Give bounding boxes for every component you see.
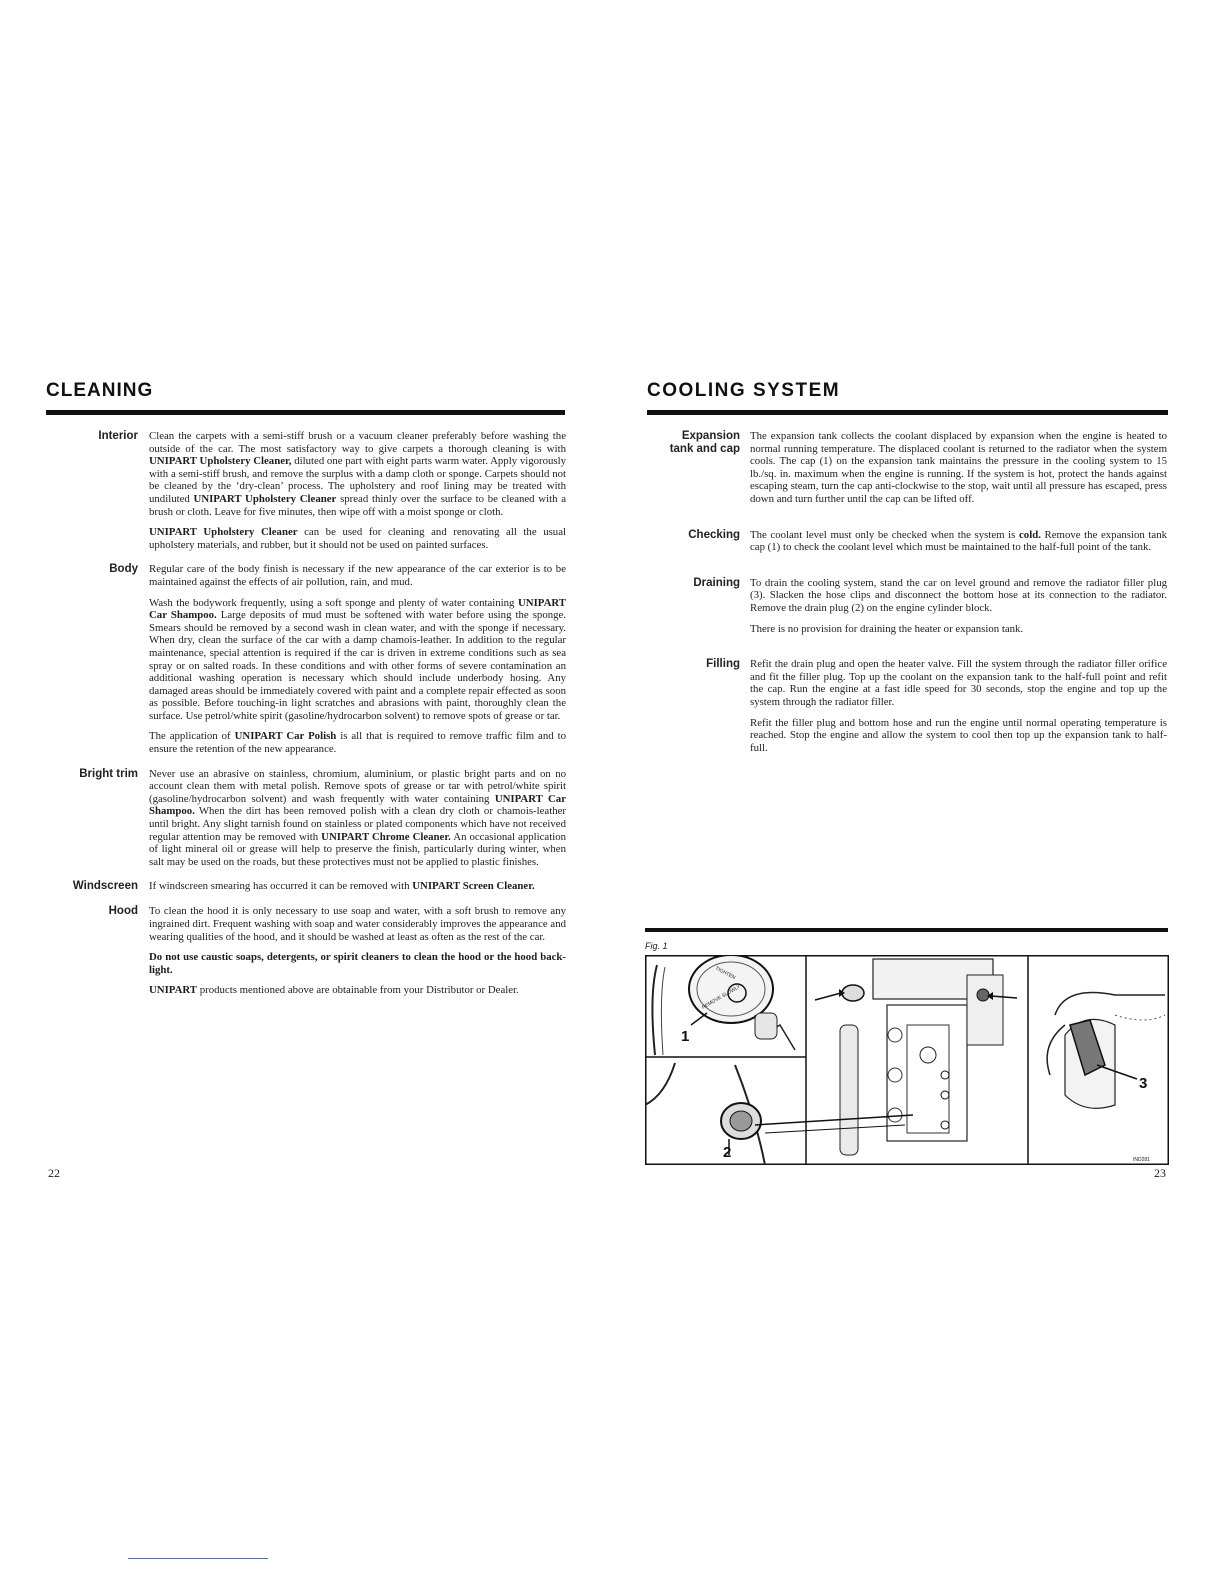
section-interior: [46, 430, 566, 551]
text-run: To clean the hood it is only necessary to use soap and water, with a soft brush to remove any ingrained dirt. Frequent washing with soap and water considerably improves the appearance and wearing qualities of the hood, and it should be washed at least as often as the rest of the car.: [149, 905, 566, 943]
text-run: The expansion tank collects the coolant displaced by expansion when the engine is heated to normal running temperature. The displaced coolant is returned to the radiator when the system cools. The cap (1) on the expansion tank maintains the pressure in the cooling system to 15 lb./sq. in. maximum when the engine is running. If the system is hot, protect the hands against escaping steam, turn the cap anti-clockwise to the stop, wait until all pressure has escaped, press down and turn further until the cap can be lifted off.: [750, 430, 1167, 505]
expansion-tank-cap-drawing: [652, 955, 795, 1055]
section-checking: [647, 529, 1167, 554]
text-run: Wash the bodywork frequently, using a soft sponge and plenty of water containing: [149, 596, 518, 609]
bold-text: UNIPART Car Shampoo.: [149, 792, 567, 818]
drain-plug-drawing: [645, 1063, 765, 1165]
paragraph: [149, 430, 566, 518]
paragraph: [750, 577, 1167, 615]
text-run: is all that is required to remove traffic film and to ensure the retention of the new appearance.: [149, 730, 566, 756]
figure-reference: IND281: [1133, 1157, 1150, 1163]
text-run: Remove the expansion tank cap (1) to check the coolant level which must be maintained to the half-full point of the tank.: [750, 528, 1167, 554]
text-run: When the dirt has been removed polish with a clean dry cloth or chamois-leather until bright. Any slight tarnish found on stainless or plated components which have not received regular attention may be removed with: [149, 805, 566, 843]
section-label: Body: [109, 563, 138, 576]
section-body: [149, 768, 566, 869]
paragraph: [750, 623, 1167, 636]
paragraph: [149, 563, 566, 588]
bold-text: UNIPART: [149, 984, 198, 997]
cooling-system-figure: [645, 955, 1169, 1165]
callout-2: 2: [723, 1144, 732, 1161]
section-bright-trim: [46, 768, 566, 869]
text-run: Regular care of the body finish is necessary if the new appearance of the car exterior is to be maintained against the effects of air pollution, rain, and mud.: [149, 563, 566, 588]
paragraph: [149, 768, 566, 869]
bold-text: UNIPART Upholstery Cleaner: [149, 526, 298, 539]
section-expansion-tank: [647, 430, 1167, 506]
figure-caption: Fig. 1: [645, 941, 668, 951]
figure-rule: [645, 928, 1168, 932]
paragraph: [149, 905, 566, 943]
bold-text: Do not use caustic soaps, detergents, or spirit cleaners to clean the hood or the hood back-light.: [149, 951, 566, 976]
text-run: Never use an abrasive on stainless, chromium, aluminium, or plastic bright parts and on no account clean them with metal polish. Remove spots of grease or tar with petrol/white spirit (gasoline/hydrocarbon solvent) and wash frequently with water containing: [149, 767, 566, 805]
text-run: Refit the filler plug and bottom hose and run the engine until normal operating temperature is reached. Stop the engine and allow the system to cool then top up the expansion tank to half-full.: [750, 716, 1167, 754]
bold-text: UNIPART Screen Cleaner.: [412, 880, 535, 893]
text-run: If windscreen smearing has occurred it can be removed with: [149, 880, 413, 893]
section-body: [149, 905, 566, 997]
section-label: Checking: [688, 528, 740, 541]
section-windscreen: [46, 880, 566, 893]
paragraph: [750, 529, 1167, 554]
cap-text-tighten: TIGHTEN: [714, 965, 737, 982]
section-hood: [46, 905, 566, 997]
paragraph: [149, 597, 566, 723]
section-filling: [647, 658, 1167, 754]
section-label: Draining: [693, 576, 740, 589]
title-rule: [46, 410, 565, 415]
page-title-cleaning: CLEANING: [46, 380, 154, 401]
text-run: The coolant level must only be checked when the system is: [750, 528, 1020, 541]
paragraph: [750, 658, 1167, 708]
paragraph: [149, 984, 566, 997]
page-number: 22: [48, 1166, 60, 1180]
text-run: To drain the cooling system, stand the car on level ground and remove the radiator filler plug (3). Slacken the hose clips and disconnect the bottom hose at its connection to the radiator. Remove the drain plug (2) on the engine cylinder block.: [750, 576, 1167, 614]
page-title-cooling-system: COOLING SYSTEM: [647, 380, 841, 401]
text-run: products mentioned above are obtainable from your Distributor or Dealer.: [197, 984, 519, 997]
section-body: [149, 563, 566, 755]
text-run: There is no provision for draining the heater or expansion tank.: [750, 622, 1024, 635]
bold-text: cold.: [1019, 528, 1041, 541]
bold-text: UNIPART Upholstery Cleaner: [193, 492, 337, 505]
section-body-care: [46, 563, 566, 755]
bold-text: UNIPART Upholstery Cleaner,: [149, 455, 292, 468]
cooling-content: [647, 430, 1167, 754]
paragraph: [149, 880, 566, 893]
section-body: [750, 529, 1167, 554]
cleaning-content: [46, 430, 566, 997]
section-draining: [647, 577, 1167, 635]
title-rule: [647, 410, 1168, 415]
page-number: 23: [1154, 1166, 1166, 1180]
bold-text: UNIPART Car Shampoo.: [149, 596, 566, 622]
text-run: An occasional application of light mineral oil or grease will help to preserve the finish, particularly during winter, when salt may be used on the roads, but these protectives must not be applied to plastic finishes.: [149, 830, 567, 868]
section-body: [149, 430, 566, 551]
cap-text-remove-slowly: REMOVE SLOWLY: [701, 983, 742, 1011]
paragraph: [750, 717, 1167, 755]
paragraph: [149, 730, 566, 755]
section-label: Filling: [706, 658, 740, 671]
text-run: Large deposits of mud must be softened with water before using the sponge. Smears should be removed by a second wash in clean water, and with the sponge if necessary. When dry, clean the surface of the car with a damp chamois-leather. In addition to the regular maintenance, special attention is required if the car is driven in extreme conditions such as sea spray or on salted roads. In these conditions and with other forms of severe contamination an additional washing operation is necessary which should include underbody hosing. Any damaged areas should be immediately covered with paint and a complete repair effected as soon as possible. Before touching-in light scratches and abrasions with paint, thoroughly clean the surface. Use petrol/white spirit (gasoline/hydrocarbon solvent) to remove spots of grease or tar.: [149, 609, 567, 722]
paragraph: [750, 430, 1167, 506]
section-label: Expansion tank and cap: [669, 430, 740, 455]
text-run: can be used for cleaning and renovating all the usual upholstery materials, and rubber, but it should not be used on painted surfaces.: [149, 526, 566, 551]
radiator-filler-plug-drawing: [1047, 993, 1165, 1109]
callout-1: 1: [681, 1028, 690, 1045]
bold-text: UNIPART Chrome Cleaner.: [321, 830, 451, 843]
scan-mark-line: [128, 1558, 268, 1559]
bold-text: UNIPART Car Polish: [234, 730, 337, 743]
text-run: spread thinly over the surface to be cleaned with a brush or cloth. Leave for five minutes, then wipe off with a moist sponge or cloth.: [149, 492, 567, 518]
text-run: diluted one part with eight parts warm water. Apply vigorously with a semi-stiff brush, and remove the surplus with a damp cloth or sponge. Carpets should not be cleaned by the ‘dry-clean’ process. The upholstery and roof lining may be treated with undiluted: [149, 455, 567, 505]
section-body: [750, 658, 1167, 754]
section-label: Hood: [108, 905, 138, 918]
text-run: The application of: [149, 730, 235, 743]
cooling-system-illustration: [645, 955, 1169, 1165]
text-run: Clean the carpets with a semi-stiff brush or a vacuum cleaner preferably before washing the outside of the car. The most satisfactory way to give carpets a thorough cleaning is with: [149, 430, 566, 455]
section-label: Bright trim: [79, 767, 138, 780]
paragraph: [149, 526, 566, 551]
text-run: Refit the drain plug and open the heater valve. Fill the system through the radiator filler orifice and fit the filler plug. Top up the coolant on the expansion tank to the half-full point and refit the cap. Run the engine at a fast idle speed for 30 seconds, stop the engine and top up the system through the radiator filler.: [750, 658, 1167, 708]
section-label: Windscreen: [72, 880, 138, 893]
paragraph: [149, 951, 566, 976]
section-body: [149, 880, 566, 893]
callout-3: 3: [1139, 1075, 1148, 1092]
section-label: Interior: [98, 430, 138, 442]
section-body: [750, 577, 1167, 635]
section-body: [750, 430, 1167, 506]
